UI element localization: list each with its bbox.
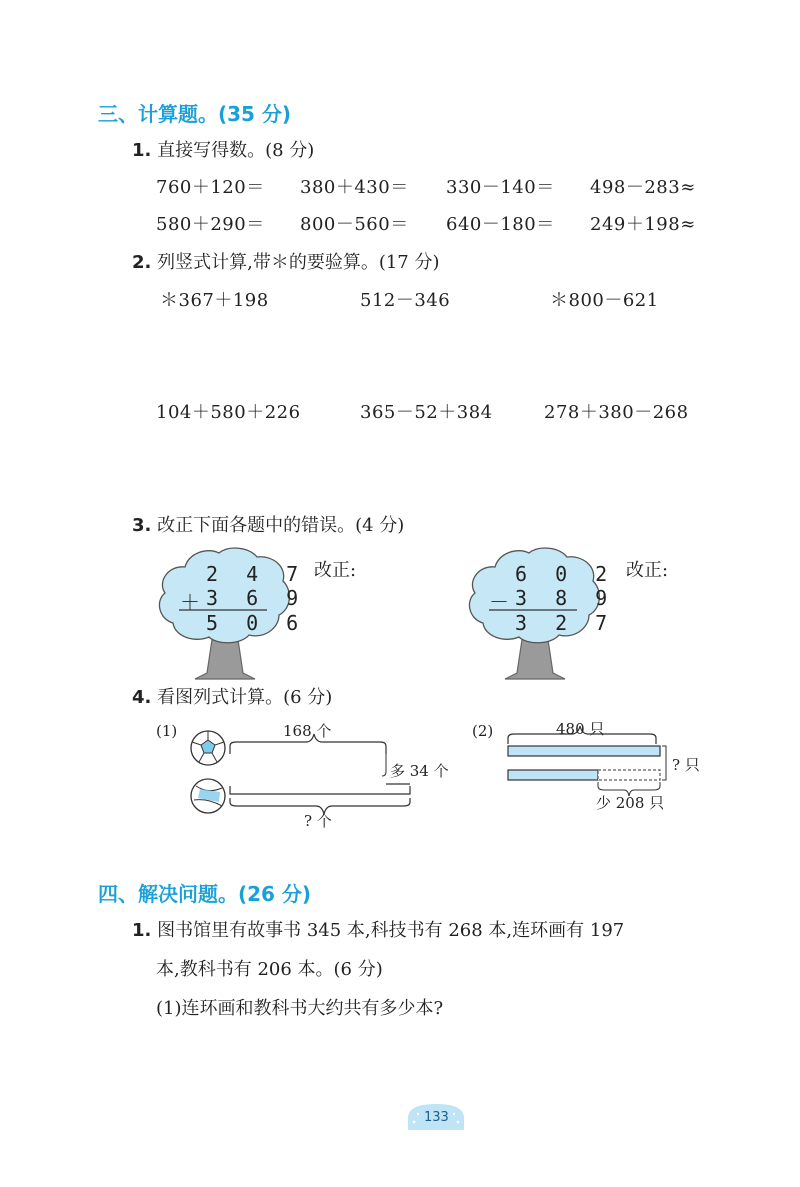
q4-part1-label: (1)	[156, 722, 178, 740]
q4-title	[132, 683, 332, 709]
q1-expr-2-2: 800－560＝	[300, 214, 409, 235]
volleyball-icon	[191, 779, 225, 813]
tree-1-correction-label: 改正:	[314, 560, 357, 581]
q1-text: 直接写得数。(8 分)	[157, 140, 315, 161]
s4-q1-sub1: (1)连环画和教科书大约共有多少本?	[156, 998, 444, 1019]
q3-number: 3.	[132, 515, 152, 536]
q3-text: 改正下面各题中的错误。(4 分)	[157, 515, 405, 536]
tree-2-result: 3 2 7	[515, 611, 616, 635]
q4-part2-bottom-label: 少 208 只	[596, 794, 665, 812]
q2-expr-1-2: 512－346	[360, 290, 451, 311]
tree-1-op: ＋	[180, 590, 208, 614]
soccer-ball-icon	[191, 731, 225, 765]
q1-expr-2-3: 640－180＝	[446, 214, 555, 235]
s4-q1-number: 1.	[132, 920, 152, 941]
q1-number: 1.	[132, 140, 152, 161]
q1-expr-1-3: 330－140＝	[446, 177, 555, 198]
q2-expr-1-1: ＊367＋198	[160, 290, 269, 311]
q1-title	[132, 136, 314, 162]
q2-text: 列竖式计算,带＊的要验算。(17 分)	[157, 252, 440, 273]
q4-part2-top-label: 480 只	[556, 720, 605, 738]
q1-expr-1-4: 498－283≈	[590, 177, 696, 198]
tree-2-mid: 3 8 9	[515, 586, 616, 610]
section-4-title: 四、解决问题。(26 分)	[98, 882, 312, 906]
q1-expr-2-1: 580＋290＝	[156, 214, 265, 235]
s4-q1-line1-text: 图书馆里有故事书 345 本,科技书有 268 本,连环画有 197	[157, 920, 625, 941]
tree-2-op: －	[489, 590, 517, 614]
page-number: 133	[424, 1110, 449, 1125]
q1-expr-1-1: 760＋120＝	[156, 177, 265, 198]
q2-number: 2.	[132, 252, 152, 273]
q2-title	[132, 248, 440, 274]
q2-expr-1-3: ＊800－621	[550, 290, 659, 311]
s4-q1-line2: 本,教科书有 206 本。(6 分)	[156, 959, 383, 980]
tree-2-top: 6 0 2	[515, 562, 616, 586]
q2-expr-2-3: 278＋380－268	[544, 402, 689, 423]
q1-expr-2-4: 249＋198≈	[590, 214, 696, 235]
q1-expr-1-2: 380＋430＝	[300, 177, 409, 198]
q4-part2-right-label: ? 只	[672, 756, 700, 774]
tree-2-correction-label: 改正:	[626, 560, 669, 581]
q4-part2-label: (2)	[472, 722, 494, 740]
q4-part1-diff-label: 多 34 个	[390, 762, 449, 780]
q4-text: 看图列式计算。(6 分)	[157, 687, 333, 708]
tree-1-result: 5 0 6	[206, 611, 307, 635]
q2-expr-2-2: 365－52＋384	[360, 402, 493, 423]
tree-1-top: 2 4 7	[206, 562, 307, 586]
q4-part1-bottom-label: ? 个	[304, 812, 332, 830]
q3-title	[132, 511, 404, 537]
section-3-title: 三、计算题。(35 分)	[98, 102, 292, 126]
s4-q1-line1	[132, 916, 624, 942]
q4-number: 4.	[132, 687, 152, 708]
q2-expr-2-1: 104＋580＋226	[156, 402, 301, 423]
q4-part1-top-label: 168 个	[283, 722, 332, 740]
tree-1-mid: 3 6 9	[206, 586, 307, 610]
